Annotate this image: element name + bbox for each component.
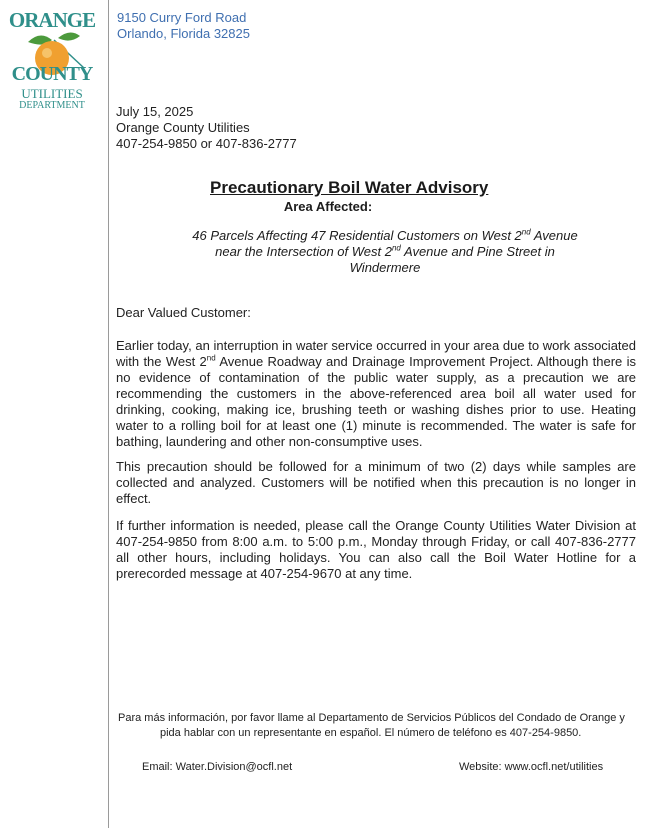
area-affected-label: Area Affected: (283, 199, 373, 214)
letter-phones: 407-254-9850 or 407-836-2777 (116, 136, 297, 151)
logo-text-utilities: UTILITIES (21, 86, 83, 101)
address-line-2: Orlando, Florida 32825 (117, 26, 250, 41)
logo-text-department: DEPARTMENT (19, 100, 85, 111)
letter-date: July 15, 2025 (116, 104, 194, 119)
spanish-info-line-1: Para más información, por favor llame al Departamento de Servicios Públicos del Condado de Orange y (118, 712, 625, 724)
orange-county-utilities-logo (6, 8, 98, 112)
address-line-1: 9150 Curry Ford Road (117, 10, 247, 25)
spanish-info-line-2: pida hablar con un representante en español. El número de teléfono es 407-254-9850. (160, 727, 582, 739)
footer-email[interactable]: Email: Water.Division@ocfl.net (142, 761, 293, 773)
area-affected-description: 46 Parcels Affecting 47 Residential Customers on West 2nd Avenue near the Intersection of West 2nd Avenue and Pine Street in Windermere (192, 227, 578, 275)
paragraph-3: If further information is needed, please call the Orange County Utilities Water Division at 407-254-9850 from 8:00 a.m. to 5:00 p.m., Monday through Friday, or call 407-836-2777 all other hours, including holidays. You can also call the Boil Water Hotline for a prerecorded message at 407-254-9670 at any time. (116, 518, 636, 581)
salutation: Dear Valued Customer: (116, 305, 251, 320)
letter-org: Orange County Utilities (116, 120, 250, 135)
footer-website[interactable]: Website: www.ocfl.net/utilities (459, 761, 604, 773)
paragraph-1: Earlier today, an interruption in water service occurred in your area due to work associated with the West 2nd Avenue Roadway and Drainage Improvement Project. Although there is no evidence of contamination of the public water supply, as a precaution we are recommending the customers in the above-referenced area boil all water used for drinking, cooking, making ice, brushing teeth or washing dishes prior to use. Heating water to a rolling boil for at least one (1) minute is recommended. The water is safe for bathing, laundering and other non-consumptive uses. (116, 338, 637, 449)
vertical-divider (108, 0, 109, 828)
advisory-title: Precautionary Boil Water Advisory (210, 178, 489, 197)
logo-text-county: COUNTY (11, 63, 93, 85)
logo-text-orange: ORANGE (8, 8, 96, 32)
paragraph-2: This precaution should be followed for a minimum of two (2) days while samples are collected and analyzed. Customers will be notified when this precaution is no longer in effect. (116, 459, 636, 506)
